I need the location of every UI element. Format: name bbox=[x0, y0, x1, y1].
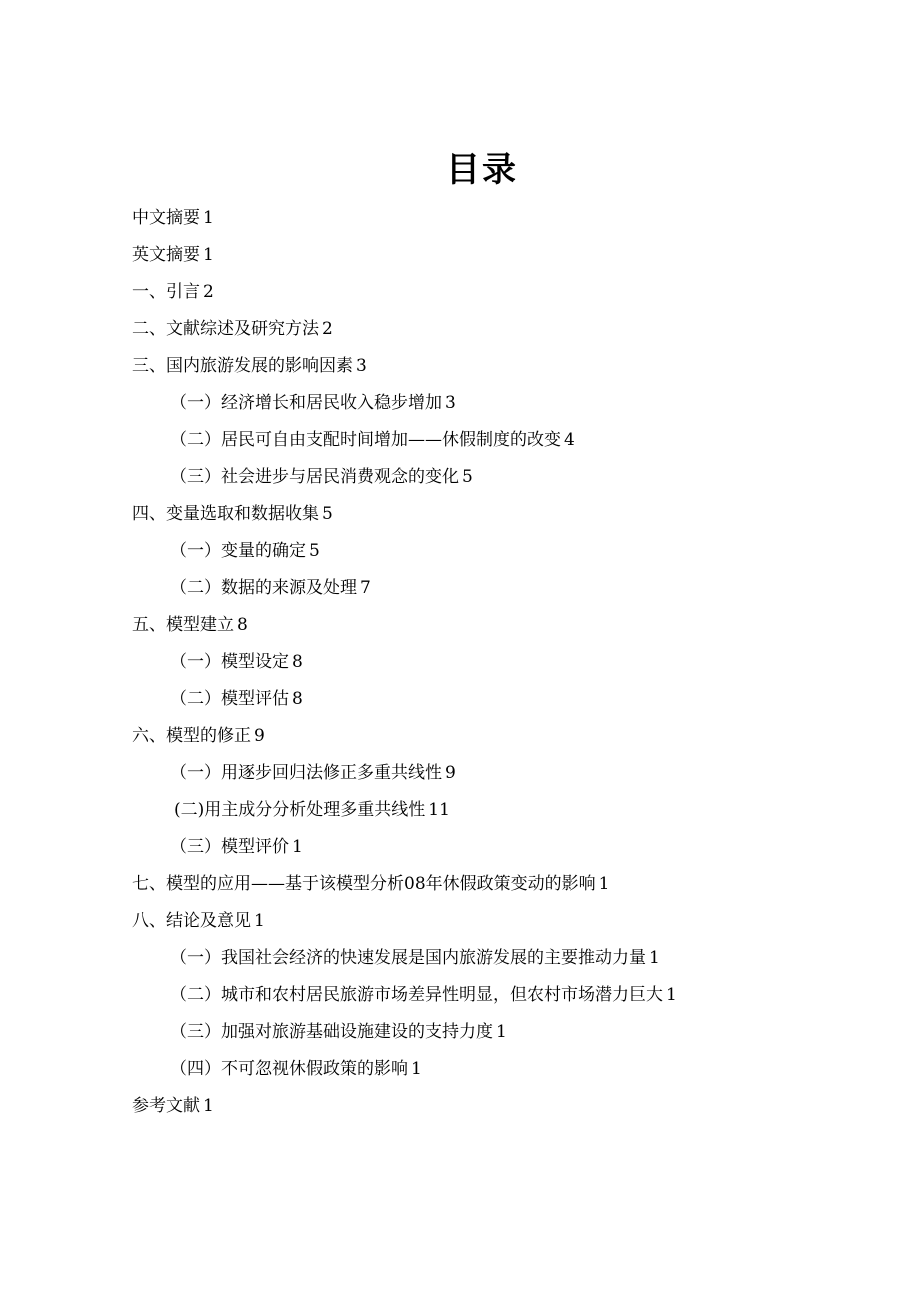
toc-entry[interactable] bbox=[0, 237, 920, 274]
toc-entry[interactable] bbox=[0, 385, 920, 422]
toc-entry[interactable] bbox=[0, 422, 920, 459]
toc-entry[interactable] bbox=[0, 718, 920, 755]
toc-entry-text: 七、模型的应用——基于该模型分析08年休假政策变动的影响 bbox=[132, 874, 596, 894]
toc-entry[interactable] bbox=[0, 459, 920, 496]
toc-entry-page-number: 8 bbox=[292, 689, 303, 709]
toc-entry[interactable] bbox=[0, 200, 920, 237]
toc-entry[interactable] bbox=[0, 792, 920, 829]
toc-entry-page-number: 5 bbox=[309, 541, 320, 561]
toc-entry-text: （二）居民可自由支配时间增加——休假制度的改变 bbox=[170, 430, 561, 450]
toc-entry-text: 二、文献综述及研究方法 bbox=[132, 319, 319, 339]
toc-entry-page-number: 1 bbox=[203, 245, 214, 265]
toc-entry[interactable] bbox=[0, 681, 920, 718]
toc-entry-text: 四、变量选取和数据收集 bbox=[132, 504, 319, 524]
toc-entry-page-number: 5 bbox=[322, 504, 333, 524]
toc-entry-text: （三）加强对旅游基础设施建设的支持力度 bbox=[170, 1022, 493, 1042]
toc-entry-page-number: 11 bbox=[428, 800, 450, 820]
toc-entry-text: （一）变量的确定 bbox=[170, 541, 306, 561]
toc-entry-page-number: 5 bbox=[462, 467, 473, 487]
toc-entry-text: （一）用逐步回归法修正多重共线性 bbox=[170, 763, 442, 783]
toc-entry-page-number: 1 bbox=[666, 985, 677, 1005]
toc-entry[interactable] bbox=[0, 496, 920, 533]
toc-entry-page-number: 2 bbox=[203, 282, 214, 302]
toc-entry-text: （二）城市和农村居民旅游市场差异性明显，但农村市场潜力巨大 bbox=[170, 985, 663, 1005]
toc-entry-text: 一、引言 bbox=[132, 282, 200, 302]
toc-entry-page-number: 7 bbox=[360, 578, 371, 598]
toc-entry[interactable] bbox=[0, 903, 920, 940]
toc-entry-text: 八、结论及意见 bbox=[132, 911, 251, 931]
toc-entry-page-number: 1 bbox=[649, 948, 660, 968]
toc-entry-text: （二）模型评估 bbox=[170, 689, 289, 709]
toc-entry[interactable] bbox=[0, 1051, 920, 1088]
toc-entry[interactable] bbox=[0, 644, 920, 681]
toc-entry-page-number: 1 bbox=[496, 1022, 507, 1042]
toc-entry-text: 五、模型建立 bbox=[132, 615, 234, 635]
toc-entry[interactable] bbox=[0, 940, 920, 977]
toc-entry-text: 参考文献 bbox=[132, 1096, 200, 1116]
toc-entry[interactable] bbox=[0, 274, 920, 311]
toc-entry-text: 英文摘要 bbox=[132, 245, 200, 265]
toc-entry[interactable] bbox=[0, 1088, 920, 1125]
toc-entry-page-number: 1 bbox=[203, 1096, 214, 1116]
toc-entry-text: 中文摘要 bbox=[132, 208, 200, 228]
toc-entry[interactable] bbox=[0, 311, 920, 348]
toc-entry-text: 三、国内旅游发展的影响因素 bbox=[132, 356, 353, 376]
toc-entry-page-number: 9 bbox=[445, 763, 456, 783]
toc-entry[interactable] bbox=[0, 866, 920, 903]
toc-entry-page-number: 4 bbox=[564, 430, 575, 450]
toc-entry[interactable] bbox=[0, 977, 920, 1014]
toc-entry-page-number: 8 bbox=[292, 652, 303, 672]
toc-entry[interactable] bbox=[0, 755, 920, 792]
toc-entry[interactable] bbox=[0, 607, 920, 644]
toc-entry-page-number: 3 bbox=[356, 356, 367, 376]
toc-entry-page-number: 8 bbox=[237, 615, 248, 635]
toc-entry-page-number: 2 bbox=[322, 319, 333, 339]
toc-entry-text: 六、模型的修正 bbox=[132, 726, 251, 746]
toc-entry-page-number: 1 bbox=[203, 208, 214, 228]
toc-entry-page-number: 1 bbox=[598, 874, 610, 894]
toc-entry-text: （四）不可忽视休假政策的影响 bbox=[170, 1059, 408, 1079]
toc-entry-text: （三）模型评价 bbox=[170, 837, 289, 857]
toc-entry[interactable] bbox=[0, 570, 920, 607]
toc-title: 目录 bbox=[446, 150, 518, 190]
toc-entry[interactable] bbox=[0, 348, 920, 385]
toc-entry-text: （三）社会进步与居民消费观念的变化 bbox=[170, 467, 459, 487]
toc-entry-page-number: 3 bbox=[445, 393, 456, 413]
toc-entry[interactable] bbox=[0, 533, 920, 570]
toc-entry-page-number: 1 bbox=[411, 1059, 422, 1079]
toc-entry-text: （二）数据的来源及处理 bbox=[170, 578, 357, 598]
toc-entry[interactable] bbox=[0, 1014, 920, 1051]
toc-entry[interactable] bbox=[0, 829, 920, 866]
toc-entry-page-number: 1 bbox=[292, 837, 303, 857]
toc-entry-text: （一）模型设定 bbox=[170, 652, 289, 672]
toc-entry-text: （一）我国社会经济的快速发展是国内旅游发展的主要推动力量 bbox=[170, 948, 646, 968]
toc-entry-text: (二)用主成分分析处理多重共线性 bbox=[174, 800, 426, 820]
toc-entry-text: （一）经济增长和居民收入稳步增加 bbox=[170, 393, 442, 413]
toc-entry-page-number: 1 bbox=[254, 911, 265, 931]
toc-entry-page-number: 9 bbox=[254, 726, 265, 746]
toc-list bbox=[0, 200, 920, 1125]
